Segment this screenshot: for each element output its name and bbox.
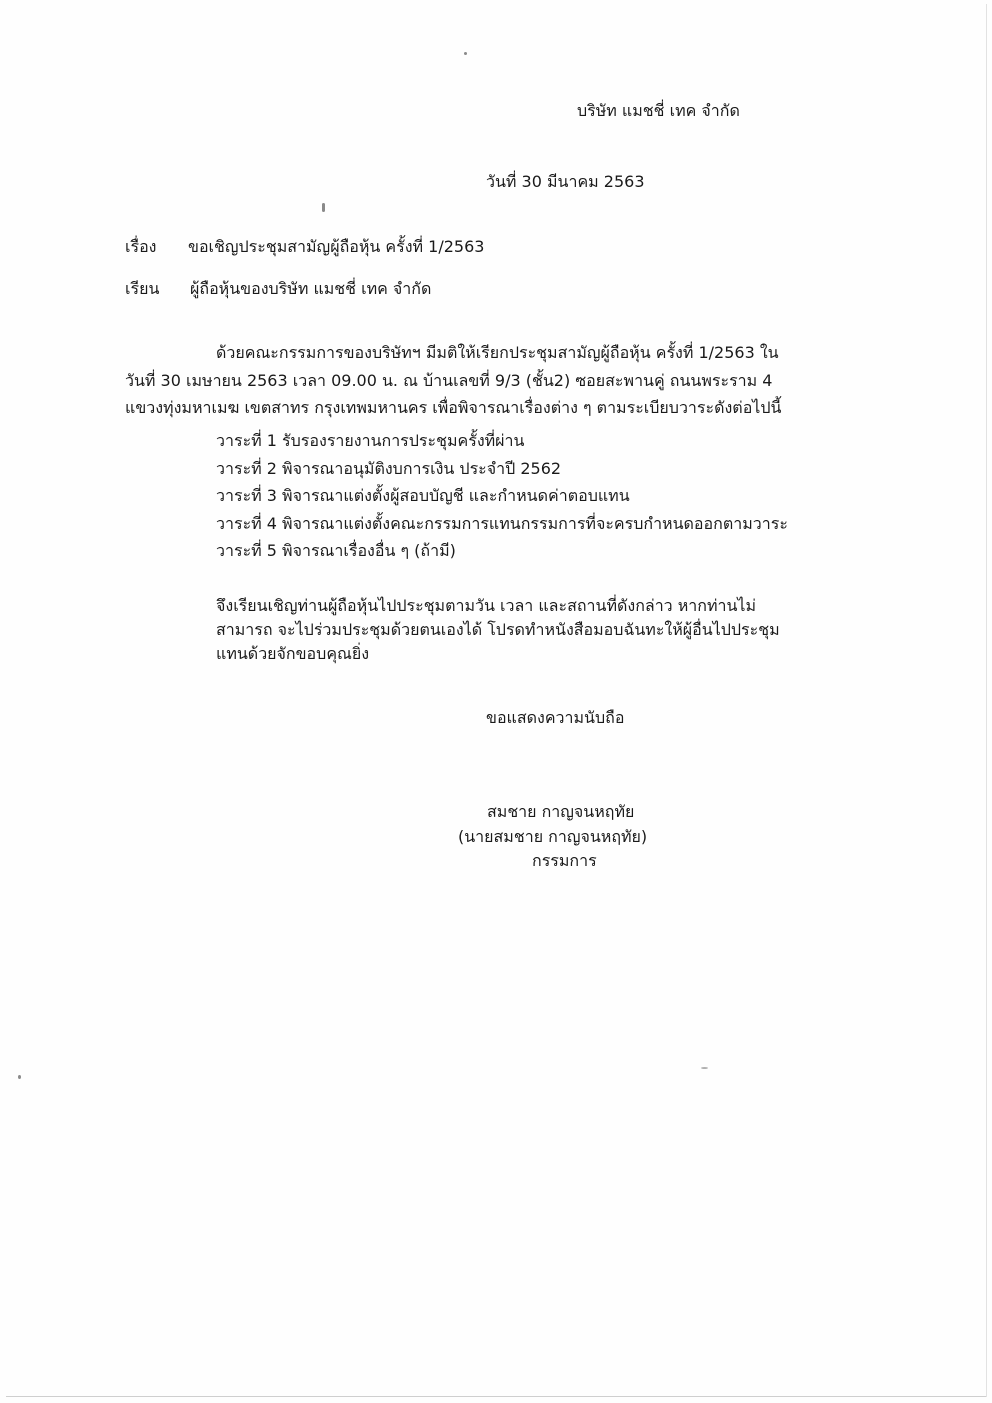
company-name: บริษัท แมชชี่ เทค จำกัด <box>577 101 740 120</box>
signature-role: กรรมการ <box>532 851 597 870</box>
body-line: วันที่ 30 เมษายน 2563 เวลา 09.00 น. ณ บ้านเลขที่ 9/3 (ชั้น2) ซอยสะพานคู่ ถนนพระราม 4 <box>125 371 773 390</box>
scan-edge-right <box>986 4 987 1397</box>
recipient-label: เรียน <box>125 279 160 298</box>
agenda-item: วาระที่ 1 รับรองรายงานการประชุมครั้งที่ผ่าน <box>216 431 525 450</box>
body-line: ด้วยคณะกรรมการของบริษัทฯ มีมติให้เรียกประชุมสามัญผู้ถือหุ้น ครั้งที่ 1/2563 ใน <box>216 343 779 362</box>
scan-speck <box>464 52 467 55</box>
agenda-item: วาระที่ 5 พิจารณาเรื่องอื่น ๆ (ถ้ามี) <box>216 541 456 560</box>
recipient-text: ผู้ถือหุ้นของบริษัท แมชชี่ เทค จำกัด <box>190 279 432 298</box>
agenda-item: วาระที่ 4 พิจารณาแต่งตั้งคณะกรรมการแทนกรรมการที่จะครบกำหนดออกตามวาระ <box>216 514 788 533</box>
regards-text: ขอแสดงความนับถือ <box>486 708 625 727</box>
subject-text: ขอเชิญประชุมสามัญผู้ถือหุ้น ครั้งที่ 1/2563 <box>188 237 485 256</box>
closing-line: จึงเรียนเชิญท่านผู้ถือหุ้นไปประชุมตามวัน เวลา และสถานที่ดังกล่าว หากท่านไม่ <box>216 596 757 615</box>
scan-speck <box>18 1075 21 1079</box>
signature-name: สมชาย กาญจนหฤทัย <box>487 802 635 821</box>
scan-speck <box>701 1067 708 1069</box>
signature-full-name: (นายสมชาย กาญจนหฤทัย) <box>458 827 648 846</box>
body-line: แขวงทุ่งมหาเมฆ เขตสาทร กรุงเทพมหานคร เพื่อพิจารณาเรื่องต่าง ๆ ตามระเบียบวาระดังต่อไปนี้ <box>125 398 782 417</box>
letter-date: วันที่ 30 มีนาคม 2563 <box>486 172 645 191</box>
agenda-item: วาระที่ 3 พิจารณาแต่งตั้งผู้สอบบัญชี และกำหนดค่าตอบแทน <box>216 486 630 505</box>
closing-line: แทนด้วยจักขอบคุณยิ่ง <box>216 644 370 663</box>
closing-line: สามารถ จะไปร่วมประชุมด้วยตนเองได้ โปรดทำหนังสือมอบฉันทะให้ผู้อื่นไปประชุม <box>216 620 780 639</box>
scan-speck <box>322 203 325 212</box>
scan-edge-bottom <box>6 1396 986 1397</box>
subject-label: เรื่อง <box>125 237 157 256</box>
agenda-item: วาระที่ 2 พิจารณาอนุมัติงบการเงิน ประจำปี 2562 <box>216 459 562 478</box>
